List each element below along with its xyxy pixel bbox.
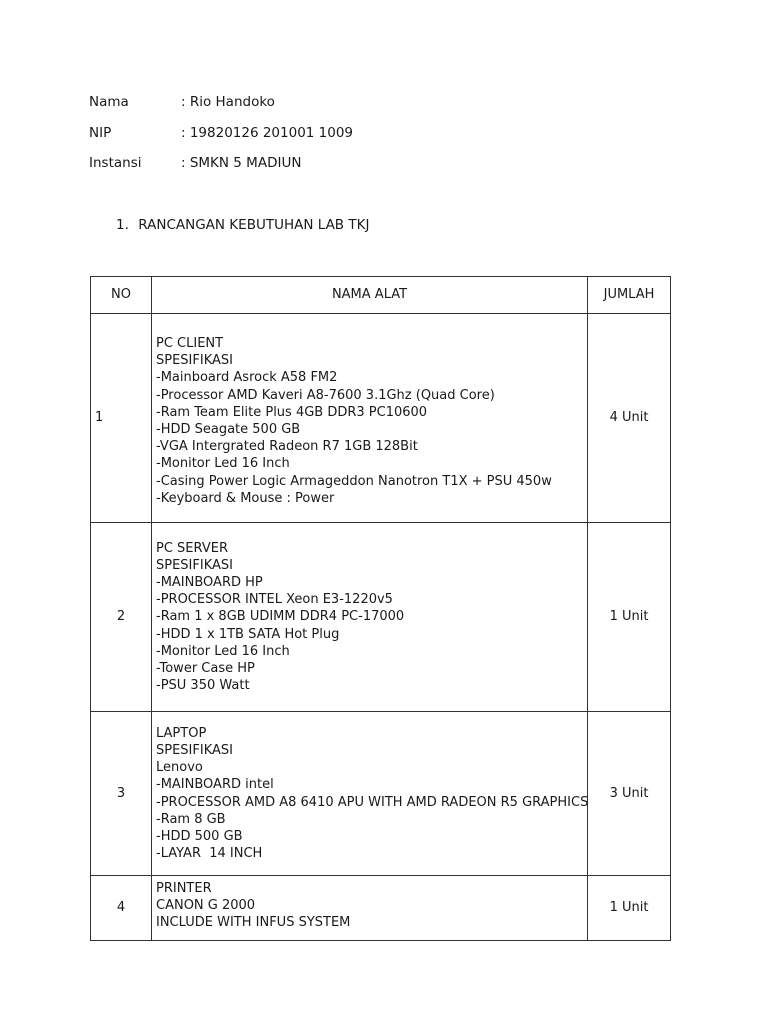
- spec-line: -Monitor Led 16 Inch: [156, 643, 290, 659]
- section-number: 1.: [116, 217, 129, 233]
- spec-line: -HDD 1 x 1TB SATA Hot Plug: [156, 626, 340, 642]
- nama-label: Nama: [89, 94, 129, 110]
- row-no: 1: [91, 314, 152, 523]
- table-header-row: [91, 277, 671, 314]
- spec-line: PRINTER: [156, 881, 212, 896]
- spec-line: -Ram Team Elite Plus 4GB DDR3 PC10600: [156, 404, 428, 420]
- header-jumlah: JUMLAH: [588, 277, 671, 314]
- header-nama-alat: NAMA ALAT: [152, 277, 588, 314]
- table-row: [91, 876, 671, 941]
- spec-line: SPESIFIKASI: [156, 557, 233, 573]
- spec-line: -Tower Case HP: [156, 661, 255, 676]
- table-row: [91, 523, 671, 712]
- row-jumlah: 4 Unit: [588, 314, 671, 523]
- spec-line: -Casing Power Logic Armageddon Nanotron T1X + PSU 450w: [156, 473, 552, 489]
- instansi-value: : SMKN 5 MADIUN: [181, 155, 302, 171]
- spec-line: -HDD 500 GB: [156, 828, 243, 844]
- section-title-text: RANCANGAN KEBUTUHAN LAB TKJ: [138, 217, 370, 233]
- header-no: NO: [91, 277, 152, 314]
- spec-line: CANON G 2000: [156, 898, 256, 914]
- row-jumlah: 3 Unit: [588, 712, 671, 876]
- spec-line: -PROCESSOR INTEL Xeon E3-1220v5: [156, 592, 393, 608]
- instansi-label: Instansi: [89, 155, 142, 171]
- spec-line: LAPTOP: [156, 725, 207, 741]
- spec-line: SPESIFIKASI: [156, 353, 233, 369]
- spec-line: -Keyboard & Mouse : Power: [156, 490, 335, 506]
- row-no: 4: [91, 876, 152, 941]
- equipment-table: [90, 276, 671, 941]
- row-no: 2: [91, 523, 152, 712]
- spec-line: -MAINBOARD intel: [156, 777, 274, 793]
- row-nama-alat: [152, 876, 588, 941]
- table-row: [91, 712, 671, 876]
- spec-line: -MAINBOARD HP: [156, 574, 263, 590]
- spec-line: -HDD Seagate 500 GB: [156, 422, 301, 437]
- row-no: 3: [91, 712, 152, 876]
- row-jumlah: 1 Unit: [588, 523, 671, 712]
- row-nama-alat: [152, 314, 588, 523]
- nip-label: NIP: [89, 125, 112, 141]
- nama-value: : Rio Handoko: [181, 94, 275, 110]
- section-heading: [116, 215, 369, 235]
- row-nama-alat: [152, 523, 588, 712]
- spec-line: -LAYAR 14 INCH: [156, 846, 263, 862]
- spec-line: -Monitor Led 16 Inch: [156, 456, 290, 472]
- spec-line: INCLUDE WITH INFUS SYSTEM: [156, 915, 351, 931]
- spec-line: -PSU 350 Watt: [156, 678, 250, 694]
- spec-line: SPESIFIKASI: [156, 742, 233, 758]
- table-row: [91, 314, 671, 523]
- spec-line: -Mainboard Asrock A58 FM2: [156, 370, 338, 386]
- row-nama-alat: [152, 712, 588, 876]
- row-jumlah: 1 Unit: [588, 876, 671, 941]
- spec-line: -Ram 8 GB: [156, 811, 226, 827]
- spec-line: -PROCESSOR AMD A8 6410 APU WITH AMD RADEON R5 GRAPHICS: [156, 794, 589, 810]
- spec-line: -VGA Intergrated Radeon R7 1GB 128Bit: [156, 439, 418, 455]
- spec-line: PC SERVER: [156, 540, 228, 556]
- spec-line: -Processor AMD Kaveri A8-7600 3.1Ghz (Quad Core): [156, 387, 495, 403]
- spec-line: -Ram 1 x 8GB UDIMM DDR4 PC-17000: [156, 609, 405, 625]
- nip-value: : 19820126 201001 1009: [181, 125, 354, 141]
- spec-line: PC CLIENT: [156, 335, 224, 351]
- spec-line: Lenovo: [156, 760, 203, 776]
